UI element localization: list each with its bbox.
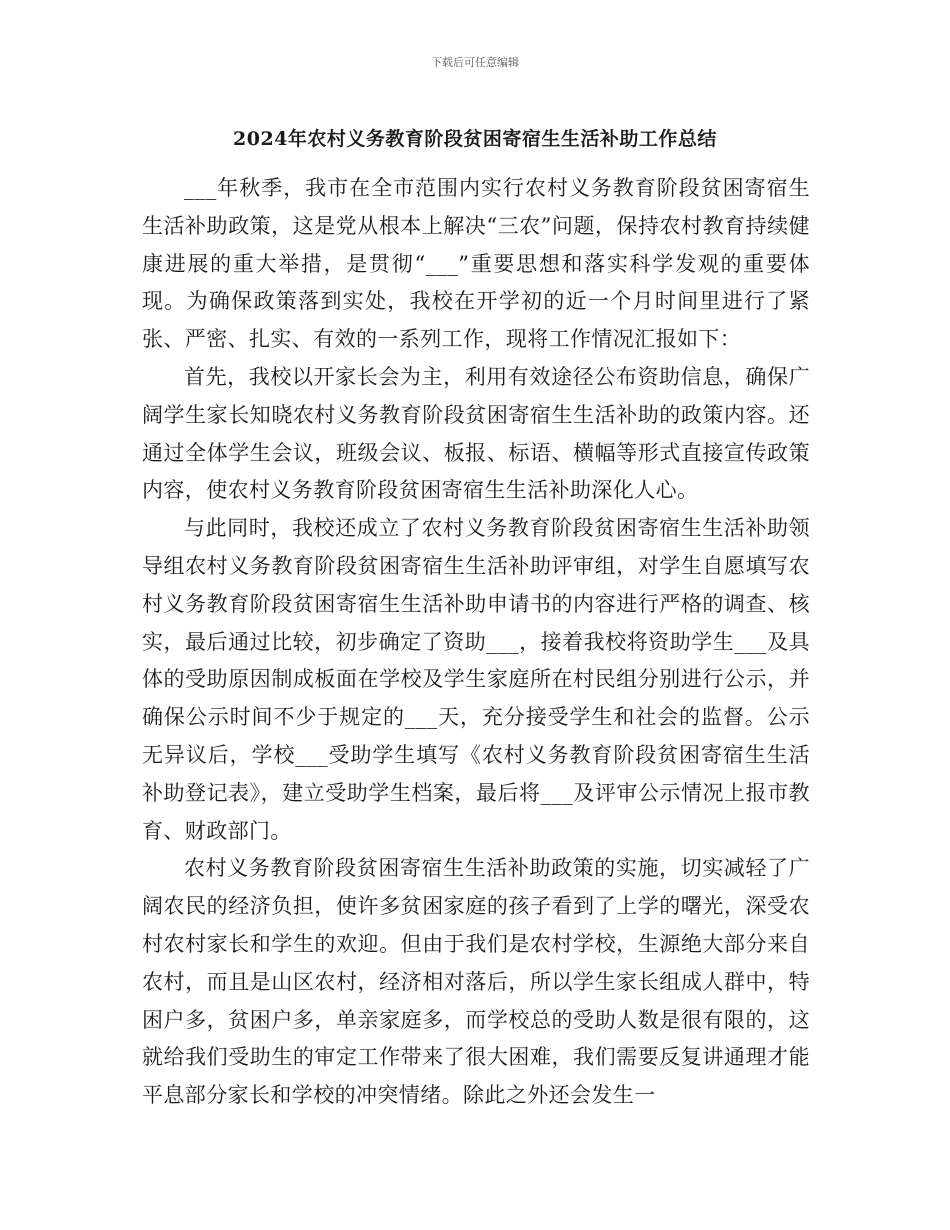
document-body <box>142 170 810 1115</box>
paragraph-4: 农村义务教育阶段贫困寄宿生生活补助政策的实施，切实减轻了广阔农民的经济负担，使许多贫困家庭的孩子看到了上学的曙光，深受农村农村家长和学生的欢迎。但由于我们是农村学校，生源绝大部分来自农村，而且是山区农村，经济相对落后，所以学生家长组成人群中，特困户多，贫困户多，单亲家庭多，而学校总的受助人数是很有限的，这就给我们受助生的审定工作带来了很大困难，我们需要反复讲通理才能平息部分家长和学校的冲突情绪。除此之外还会发生一 <box>142 856 810 1108</box>
paragraph-1: ___年秋季，我市在全市范围内实行农村义务教育阶段贫困寄宿生生活补助政策，这是党从根本上解决“三农”问题，保持农村教育持续健康进展的重大举措，是贯彻“___”重要思想和落实科学发观的重要体现。为确保政策落到实处，我校在开学初的近一个月时间里进行了紧张、严密、扎实、有效的一系列工作，现将工作情况汇报如下： <box>142 176 810 352</box>
header-note: 下载后可任意编辑 <box>431 56 519 69</box>
paragraph-3: 与此同时，我校还成立了农村义务教育阶段贫困寄宿生生活补助领导组农村义务教育阶段贫困寄宿生生活补助评审组，对学生自愿填写农村义务教育阶段贫困寄宿生生活补助申请书的内容进行严格的调查、核实，最后通过比较，初步确定了资助___，接着我校将资助学生___及具体的受助原因制成板面在学校及学生家庭所在村民组分别进行公示，并确保公示时间不少于规定的___天，充分接受学生和社会的监督。公示无异议后，学校___受助学生填写《农村义务教育阶段贫困寄宿生生活补助登记表》，建立受助学生档案，最后将___及评审公示情况上报市教育、财政部门。 <box>142 516 810 843</box>
document-title: 2024年农村义务教育阶段贫困寄宿生生活补助工作总结 <box>233 128 717 150</box>
paragraph-2: 首先，我校以开家长会为主，利用有效途径公布资助信息，确保广阔学生家长知晓农村义务教育阶段贫困寄宿生生活补助的政策内容。还通过全体学生会议，班级会议、板报、标语、横幅等形式直接宣传政策内容，使农村义务教育阶段贫困寄宿生生活补助深化人心。 <box>142 364 810 503</box>
